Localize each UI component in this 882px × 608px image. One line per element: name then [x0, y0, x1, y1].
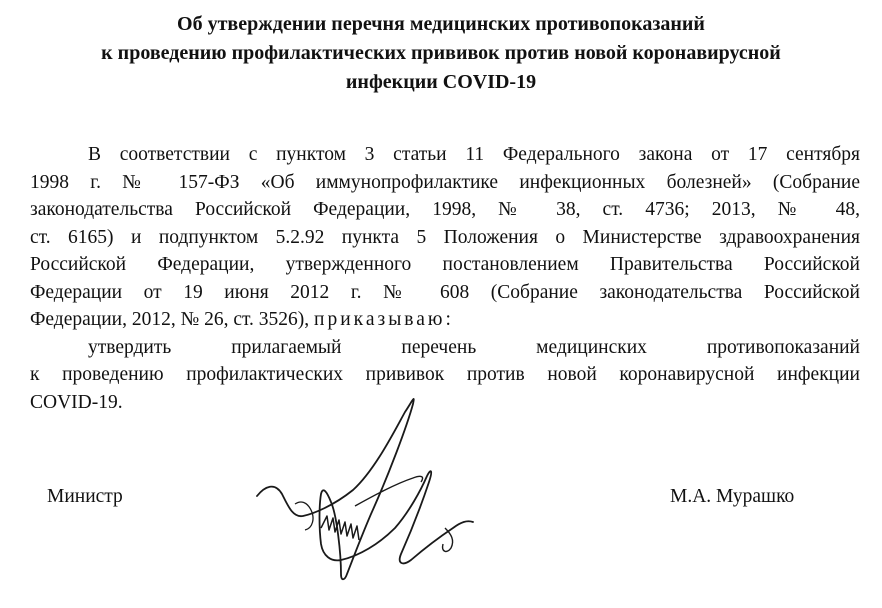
signatory-role: Министр	[47, 486, 123, 507]
handwritten-signature	[255, 378, 480, 606]
paragraph-1-line-1: В соответствии с пунктом 3 статьи 11 Федерального закона от 17 сентября	[88, 144, 860, 165]
paragraph-1-last-prefix: Федерации, 2012, № 26, ст. 3526),	[30, 309, 310, 330]
paragraph-1-line-2: 1998 г. № 157-ФЗ «Об иммунопрофилактике инфекционных болезней» (Собрание	[30, 171, 860, 193]
paragraph-1-line-7	[30, 306, 860, 334]
title-line-3: инфекции COVID-19	[345, 71, 537, 93]
signatory-name: М.А. Мурашко	[670, 486, 795, 507]
paragraph-1-line-6: Федерации от 19 июня 2012 г. № 608 (Собрание законодательства Российской	[30, 281, 860, 303]
document-title	[0, 10, 882, 97]
paragraph-1-line-3: законодательства Российской Федерации, 1998, № 38, ст. 4736; 2013, № 48,	[30, 199, 860, 220]
document-body	[30, 141, 860, 416]
paragraph-2-line-1: утвердить прилагаемый перечень медицинских противопоказаний	[88, 336, 860, 358]
paragraph-1-line-5: Российской Федерации, утвержденного постановлением Правительства Российской	[30, 254, 860, 275]
paragraph-2-line-2: к проведению профилактических прививок против новой коронавирусной инфекции	[30, 364, 860, 385]
order-suffix: :	[445, 309, 451, 330]
title-line-1: Об утверждении перечня медицинских противопоказаний	[177, 13, 705, 35]
title-line-2: к проведению профилактических прививок против новой коронавирусной	[101, 42, 781, 64]
paragraph-2-line-3: COVID-19.	[30, 391, 123, 413]
order-word: приказываю	[314, 309, 446, 330]
paragraph-1-line-4: ст. 6165) и подпунктом 5.2.92 пункта 5 Положения о Министерстве здравоохранения	[30, 226, 860, 248]
